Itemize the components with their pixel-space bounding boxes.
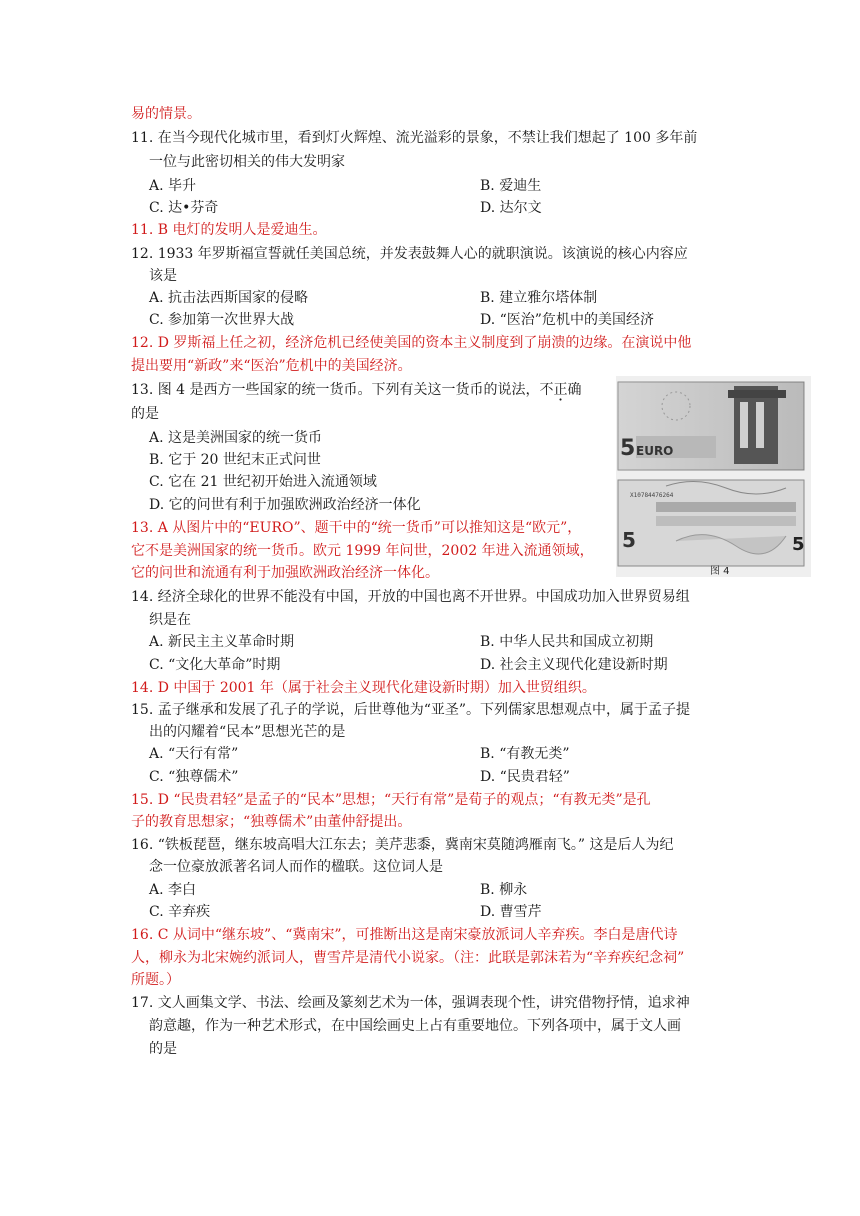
q11-option-c: C. 达•芬奇 [149, 200, 219, 216]
q15-option-b: B. “有教无类” [480, 746, 570, 762]
answer-12: 12. D 罗斯福上任之初，经济危机已经使美国的资本主义制度到了崩溃的边缘。在演说中他 [131, 335, 692, 351]
answer-15: 15. D “民贵君轻”是孟子的“民本”思想；“天行有常”是荀子的观点；“有教无类”是孔 [131, 792, 651, 808]
banknote-denomination-bottom: 5 [792, 534, 805, 555]
question-13-emphasis: 不正确 [539, 382, 582, 398]
answer-16: 16. C 从词中“继东坡”、“冀南宋”，可推断出这是南宋豪放派词人辛弃疾。李白是唐代诗 [131, 927, 678, 943]
q11-option-d: D. 达尔文 [480, 200, 542, 216]
answer-12-cont: 提出要用“新政”来“医治”危机中的美国经济。 [131, 358, 412, 374]
q15-option-c: C. “独尊儒术” [149, 769, 239, 785]
question-11-stem-cont: 一位与此密切相关的伟大发明家 [149, 154, 345, 170]
question-12-stem: 12. 1933 年罗斯福宣誓就任美国总统，并发表鼓舞人心的就职演说。该演说的核心内容应 [131, 246, 688, 262]
q11-option-b: B. 爱迪生 [480, 178, 542, 194]
q16-option-c: C. 辛弃疾 [149, 904, 211, 920]
q14-option-a: A. 新民主主义革命时期 [149, 634, 295, 650]
q15-option-d: D. “民贵君轻” [480, 769, 570, 785]
q11-option-a: A. 毕升 [149, 178, 197, 194]
banknote-euro-word: EURO [636, 444, 674, 458]
q12-option-c: C. 参加第一次世界大战 [149, 312, 295, 328]
q12-option-a: A. 抗击法西斯国家的侵略 [149, 290, 309, 306]
euro-banknote-image [616, 376, 811, 577]
q12-option-d: D. “医治”危机中的美国经济 [480, 312, 654, 328]
question-14-stem-cont: 织是在 [149, 612, 191, 628]
figure-caption: 图 4 [710, 566, 730, 577]
question-13-stem-text: 13. 图 4 是西方一些国家的统一货币。下列有关这一货币的说法， [131, 382, 540, 398]
answer-continuation: 易的情景。 [131, 106, 201, 122]
question-17-stem-cont: 韵意趣，作为一种艺术形式，在中国绘画史上占有重要地位。下列各项中，属于文人画 [149, 1018, 681, 1034]
answer-13-cont2: 它的问世和流通有利于加强欧洲政治经济一体化。 [131, 565, 439, 581]
q16-option-d: D. 曹雪芹 [480, 904, 542, 920]
answer-16-cont: 人，柳永为北宋婉约派词人，曹雪芹是清代小说家。（注：此联是郭沫若为“辛弃疾纪念祠” [131, 950, 685, 966]
q16-option-b: B. 柳永 [480, 882, 528, 898]
q16-option-a: A. 李白 [149, 882, 197, 898]
question-17-stem-cont2: 的是 [149, 1041, 177, 1057]
answer-14: 14. D 中国于 2001 年（属于社会主义现代化建设新时期）加入世贸组织。 [131, 680, 596, 696]
q14-option-c: C. “文化大革命”时期 [149, 657, 281, 673]
q14-option-b: B. 中华人民共和国成立初期 [480, 634, 654, 650]
banknote-serial: X10784476264 [630, 492, 674, 499]
question-15-stem: 15. 孟子继承和发展了孔子的学说，后世尊他为“亚圣”。下列儒家思想观点中，属于孟子提 [131, 702, 691, 718]
question-17-stem: 17. 文人画集文学、书法、绘画及篆刻艺术为一体，强调表现个性，讲究借物抒情，追求神 [131, 995, 690, 1011]
question-15-stem-cont: 出的闪耀着“民本”思想光芒的是 [149, 724, 346, 740]
q15-option-a: A. “天行有常” [149, 746, 239, 762]
banknote-denomination-top: 5 [620, 436, 636, 461]
q13-option-d: D. 它的问世有利于加强欧洲政治经济一体化 [149, 497, 421, 513]
question-13-stem-cont: 的是 [131, 406, 159, 422]
q12-option-b: B. 建立雅尔塔体制 [480, 290, 598, 306]
answer-11: 11. B 电灯的发明人是爱迪生。 [131, 222, 327, 238]
answer-16-cont2: 所题。） [131, 972, 180, 988]
question-12-stem-cont: 该是 [149, 268, 177, 284]
question-16-stem: 16. “铁板琵琶，继东坡高唱大江东去；美芹悲黍，冀南宋莫随鸿雁南飞。” 这是后人为纪 [131, 837, 674, 853]
q13-option-a: A. 这是美洲国家的统一货币 [149, 430, 323, 446]
q14-option-d: D. 社会主义现代化建设新时期 [480, 657, 668, 673]
q13-option-c: C. 它在 21 世纪初开始进入流通领域 [149, 474, 377, 490]
question-16-stem-cont: 念一位豪放派著名词人而作的楹联。这位词人是 [149, 859, 443, 875]
q13-option-b: B. 它于 20 世纪末正式问世 [149, 452, 321, 468]
euro-banknote-figure [616, 376, 811, 577]
answer-13-cont: 它不是美洲国家的统一货币。欧元 1999 年问世，2002 年进入流通领域， [131, 543, 594, 559]
question-11-stem: 11. 在当今现代化城市里，看到灯火辉煌、流光溢彩的景象，不禁让我们想起了 100 多年前 [131, 130, 698, 146]
question-14-stem: 14. 经济全球化的世界不能没有中国，开放的中国也离不开世界。中国成功加入世界贸易组 [131, 589, 690, 605]
question-13-stem [131, 380, 582, 400]
banknote-denomination-bottom-left: 5 [622, 528, 636, 552]
answer-15-cont: 子的教育思想家；“独尊儒术”由董仲舒提出。 [131, 814, 412, 830]
answer-13: 13. A 从图片中的“EURO”、题干中的“统一货币”可以推知这是“欧元”， [131, 520, 582, 536]
